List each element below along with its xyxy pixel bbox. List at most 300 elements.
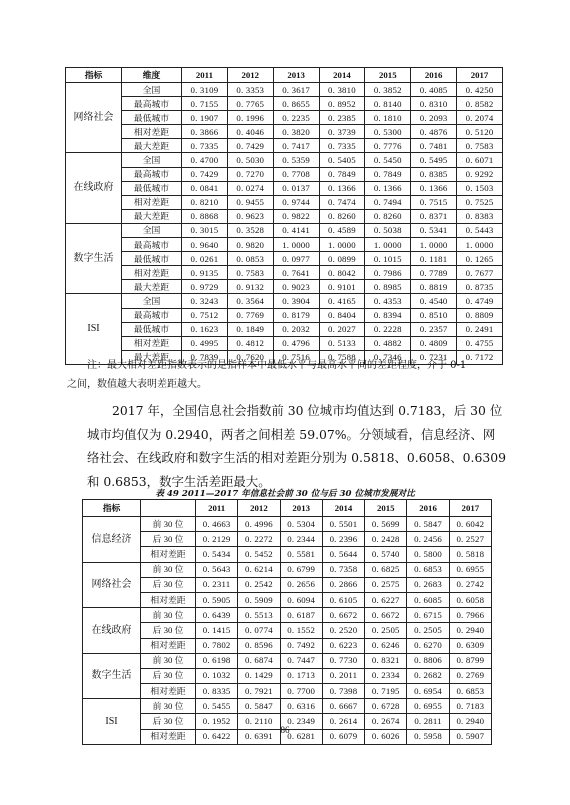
value-cell: 0. 8394	[365, 308, 411, 322]
header-year: 2014	[319, 68, 365, 83]
value-cell: 0. 4796	[273, 336, 319, 350]
dimension-cell: 前 30 位	[141, 699, 196, 714]
indicator-cell: 在线政府	[83, 608, 141, 654]
dimension-cell: 相对差距	[122, 266, 182, 280]
value-cell: 0. 8383	[457, 209, 503, 223]
value-cell: 0. 6853	[407, 562, 449, 577]
indicator-cell: 网络社会	[66, 83, 122, 153]
table-row	[83, 577, 492, 592]
value-cell: 0. 2682	[407, 668, 449, 683]
value-cell: 0. 5120	[457, 125, 503, 139]
value-cell: 0. 2272	[238, 532, 280, 547]
dimension-cell: 相对差距	[122, 195, 182, 209]
value-cell: 0. 6422	[196, 729, 238, 744]
value-cell: 0. 4589	[319, 223, 365, 237]
value-cell: 0. 7588	[319, 350, 365, 364]
table2-body	[83, 517, 492, 745]
table-row	[66, 209, 503, 223]
value-cell: 0. 6874	[238, 653, 280, 668]
table-row	[83, 547, 492, 562]
value-cell: 0. 6094	[280, 592, 322, 607]
value-cell: 1. 0000	[411, 238, 457, 252]
value-cell: 0. 9101	[319, 280, 365, 294]
header-year: 2013	[273, 68, 319, 83]
value-cell: 0. 6079	[322, 729, 364, 744]
value-cell: 0. 7583	[457, 139, 503, 153]
value-cell: 0. 6316	[280, 699, 322, 714]
dimension-cell: 相对差距	[122, 125, 182, 139]
dimension-cell: 最低城市	[122, 111, 182, 125]
value-cell: 0. 8385	[411, 167, 457, 181]
value-cell: 0. 5434	[196, 547, 238, 562]
value-cell: 0. 2505	[365, 623, 407, 638]
value-cell: 0. 4749	[457, 294, 503, 308]
value-cell: 0. 1429	[238, 668, 280, 683]
value-cell: 0. 2074	[457, 111, 503, 125]
value-cell: 0. 5304	[280, 517, 322, 532]
value-cell: 0. 1503	[457, 181, 503, 195]
header-year: 2011	[196, 500, 238, 517]
value-cell: 0. 1907	[182, 111, 228, 125]
value-cell: 0. 7700	[280, 684, 322, 699]
dimension-cell: 相对差距	[141, 638, 196, 653]
header-year: 2017	[449, 500, 491, 517]
value-cell: 0. 2742	[449, 577, 491, 592]
value-cell: 0. 1810	[365, 111, 411, 125]
header-dimension: 维度	[122, 68, 182, 83]
table-row	[83, 608, 492, 623]
table-row	[66, 125, 503, 139]
value-cell: 0. 7986	[365, 266, 411, 280]
value-cell: 0. 5495	[411, 153, 457, 167]
value-cell: 0. 2614	[322, 714, 364, 729]
value-cell: 0. 7195	[365, 684, 407, 699]
value-cell: 0. 6058	[449, 592, 491, 607]
table-row	[66, 83, 503, 97]
value-cell: 0. 7398	[322, 684, 364, 699]
dimension-cell: 后 30 位	[141, 714, 196, 729]
value-cell: 0. 6246	[365, 638, 407, 653]
value-cell: 0. 8952	[319, 97, 365, 111]
value-cell: 0. 6281	[280, 729, 322, 744]
value-cell: 0. 2032	[273, 322, 319, 336]
value-cell: 0. 7335	[319, 139, 365, 153]
dimension-cell: 最低城市	[122, 322, 182, 336]
value-cell: 0. 2527	[449, 532, 491, 547]
value-cell: 0. 7346	[365, 350, 411, 364]
value-cell: 0. 8868	[182, 209, 228, 223]
header-year: 2016	[407, 500, 449, 517]
value-cell: 0. 6223	[322, 638, 364, 653]
value-cell: 0. 5643	[196, 562, 238, 577]
header-year: 2016	[411, 68, 457, 83]
value-cell: 0. 5581	[280, 547, 322, 562]
value-cell: 0. 2311	[196, 577, 238, 592]
value-cell: 0. 2011	[322, 668, 364, 683]
table-row	[66, 195, 503, 209]
value-cell: 0. 7583	[227, 266, 273, 280]
value-cell: 0. 7155	[182, 97, 228, 111]
value-cell: 0. 3528	[227, 223, 273, 237]
table-row	[83, 532, 492, 547]
value-cell: 0. 4996	[238, 517, 280, 532]
value-cell: 0. 8140	[365, 97, 411, 111]
value-cell: 0. 4809	[411, 336, 457, 350]
table-row	[83, 623, 492, 638]
indicator-cell: 信息经济	[83, 517, 141, 563]
value-cell: 0. 3617	[273, 83, 319, 97]
value-cell: 0. 2093	[411, 111, 457, 125]
value-cell: 0. 7516	[273, 350, 319, 364]
value-cell: 0. 7802	[196, 638, 238, 653]
header-year: 2017	[457, 68, 503, 83]
value-cell: 0. 2683	[407, 577, 449, 592]
value-cell: 0. 5341	[411, 223, 457, 237]
value-cell: 0. 5800	[407, 547, 449, 562]
header-year: 2015	[365, 68, 411, 83]
header-year: 2011	[182, 68, 228, 83]
table-row	[66, 322, 503, 336]
value-cell: 0. 4755	[457, 336, 503, 350]
value-cell: 0. 6955	[449, 562, 491, 577]
table-row	[66, 223, 503, 237]
value-cell: 0. 2940	[449, 623, 491, 638]
dimension-cell: 全国	[122, 223, 182, 237]
table-row	[66, 280, 503, 294]
table-header-row	[83, 500, 492, 517]
dimension-cell: 最高城市	[122, 167, 182, 181]
value-cell: 0. 7525	[457, 195, 503, 209]
value-cell: 0. 3015	[182, 223, 228, 237]
value-cell: 0. 2334	[365, 668, 407, 683]
table-header-row	[66, 68, 503, 83]
dimension-cell: 后 30 位	[141, 577, 196, 592]
value-cell: 0. 8582	[457, 97, 503, 111]
value-cell: 0. 8260	[319, 209, 365, 223]
value-cell: 0. 2542	[238, 577, 280, 592]
value-cell: 0. 5909	[238, 592, 280, 607]
value-cell: 0. 6085	[407, 592, 449, 607]
value-cell: 0. 7730	[322, 653, 364, 668]
value-cell: 0. 6187	[280, 608, 322, 623]
table-row	[83, 653, 492, 668]
value-cell: 0. 1366	[365, 181, 411, 195]
value-cell: 0. 7429	[182, 167, 228, 181]
value-cell: 0. 3904	[273, 294, 319, 308]
value-cell: 0. 2357	[411, 322, 457, 336]
table-row	[66, 336, 503, 350]
value-cell: 0. 8321	[365, 653, 407, 668]
value-cell: 0. 0774	[238, 623, 280, 638]
dimension-cell: 后 30 位	[141, 532, 196, 547]
indicator-cell: ISI	[83, 699, 141, 745]
header-year: 2013	[280, 500, 322, 517]
table-row	[66, 252, 503, 266]
header-dimension	[141, 500, 196, 517]
value-cell: 0. 9023	[273, 280, 319, 294]
value-cell: 0. 3820	[273, 125, 319, 139]
value-cell: 0. 6026	[365, 729, 407, 744]
value-cell: 0. 6391	[238, 729, 280, 744]
value-cell: 0. 7849	[365, 167, 411, 181]
value-cell: 0. 7172	[457, 350, 503, 364]
value-cell: 0. 0853	[227, 252, 273, 266]
value-cell: 0. 7335	[182, 139, 228, 153]
value-cell: 0. 9292	[457, 167, 503, 181]
dimension-cell: 最高城市	[122, 238, 182, 252]
value-cell: 0. 5133	[319, 336, 365, 350]
value-cell: 0. 8335	[196, 684, 238, 699]
dimension-cell: 后 30 位	[141, 668, 196, 683]
dimension-cell: 最大差距	[122, 350, 182, 364]
value-cell: 0. 7769	[227, 308, 273, 322]
value-cell: 0. 1849	[227, 322, 273, 336]
table-row	[66, 238, 503, 252]
value-cell: 0. 9744	[273, 195, 319, 209]
value-cell: 0. 1181	[411, 252, 457, 266]
value-cell: 0. 2811	[407, 714, 449, 729]
value-cell: 0. 0137	[273, 181, 319, 195]
value-cell: 0. 4876	[411, 125, 457, 139]
table-row	[66, 111, 503, 125]
value-cell: 0. 2228	[365, 322, 411, 336]
table-row	[83, 638, 492, 653]
indicator-cell: 在线政府	[66, 153, 122, 223]
dimension-cell: 前 30 位	[141, 608, 196, 623]
table-row	[66, 153, 503, 167]
value-cell: 0. 2866	[322, 577, 364, 592]
value-cell: 0. 5443	[457, 223, 503, 237]
value-cell: 0. 1623	[182, 322, 228, 336]
value-cell: 0. 6715	[407, 608, 449, 623]
value-cell: 0. 0977	[273, 252, 319, 266]
value-cell: 0. 7966	[449, 608, 491, 623]
value-cell: 0. 7474	[319, 195, 365, 209]
value-cell: 0. 3564	[227, 294, 273, 308]
page-number: 86	[280, 725, 290, 735]
value-cell: 0. 5030	[227, 153, 273, 167]
value-cell: 0. 9132	[227, 280, 273, 294]
value-cell: 0. 6853	[449, 684, 491, 699]
value-cell: 0. 3866	[182, 125, 228, 139]
table-caption: 表 49 2011—2017 年信息社会前 30 位与后 30 位城市发展对比	[155, 489, 415, 499]
value-cell: 0. 8596	[238, 638, 280, 653]
table-top-vs-bottom-30	[82, 499, 492, 745]
value-cell: 0. 7231	[411, 350, 457, 364]
value-cell: 0. 1366	[411, 181, 457, 195]
table-row	[83, 517, 492, 532]
dimension-cell: 最高城市	[122, 97, 182, 111]
value-cell: 0. 6105	[322, 592, 364, 607]
table-row	[66, 294, 503, 308]
value-cell: 0. 7677	[457, 266, 503, 280]
value-cell: 1. 0000	[319, 238, 365, 252]
value-cell: 0. 2428	[365, 532, 407, 547]
value-cell: 0. 8404	[319, 308, 365, 322]
table-note	[67, 356, 505, 394]
value-cell: 0. 7183	[449, 699, 491, 714]
value-cell: 0. 4046	[227, 125, 273, 139]
value-cell: 0. 7417	[273, 139, 319, 153]
table-row	[66, 308, 503, 322]
header-year: 2014	[322, 500, 364, 517]
value-cell: 0. 8210	[182, 195, 228, 209]
value-cell: 0. 2344	[280, 532, 322, 547]
value-cell: 0. 5818	[449, 547, 491, 562]
value-cell: 0. 2396	[322, 532, 364, 547]
value-cell: 0. 8735	[457, 280, 503, 294]
value-cell: 0. 7641	[273, 266, 319, 280]
value-cell: 0. 2491	[457, 322, 503, 336]
value-cell: 0. 3353	[227, 83, 273, 97]
table-row	[66, 97, 503, 111]
table-row	[83, 668, 492, 683]
value-cell: 0. 1952	[196, 714, 238, 729]
value-cell: 0. 2349	[280, 714, 322, 729]
value-cell: 0. 8310	[411, 97, 457, 111]
dimension-cell: 相对差距	[141, 547, 196, 562]
value-cell: 0. 2940	[449, 714, 491, 729]
table-row	[83, 699, 492, 714]
value-cell: 0. 7429	[227, 139, 273, 153]
dimension-cell: 后 30 位	[141, 623, 196, 638]
value-cell: 1. 0000	[457, 238, 503, 252]
dimension-cell: 最高城市	[122, 308, 182, 322]
value-cell: 0. 8179	[273, 308, 319, 322]
dimension-cell: 相对差距	[141, 729, 196, 744]
value-cell: 0. 8799	[449, 653, 491, 668]
value-cell: 0. 0841	[182, 181, 228, 195]
value-cell: 0. 6198	[196, 653, 238, 668]
indicator-cell: 数字生活	[83, 653, 141, 699]
value-cell: 0. 1552	[280, 623, 322, 638]
header-indicator: 指标	[83, 500, 141, 517]
value-cell: 0. 2456	[407, 532, 449, 547]
value-cell: 0. 2027	[319, 322, 365, 336]
value-cell: 0. 6042	[449, 517, 491, 532]
table-row	[66, 181, 503, 195]
value-cell: 0. 3739	[319, 125, 365, 139]
header-indicator: 指标	[66, 68, 122, 83]
dimension-cell: 最大差距	[122, 280, 182, 294]
indicator-cell: 网络社会	[83, 562, 141, 608]
value-cell: 0. 9729	[182, 280, 228, 294]
value-cell: 0. 5699	[365, 517, 407, 532]
dimension-cell: 相对差距	[141, 592, 196, 607]
value-cell: 1. 0000	[273, 238, 319, 252]
value-cell: 0. 4812	[227, 336, 273, 350]
value-cell: 0. 5359	[273, 153, 319, 167]
value-cell: 0. 4250	[457, 83, 503, 97]
note-line-2: 之间，数值越大表明差距越大。	[67, 379, 207, 390]
value-cell: 0. 3243	[182, 294, 228, 308]
value-cell: 0. 8371	[411, 209, 457, 223]
value-cell: 0. 5300	[365, 125, 411, 139]
value-cell: 0. 6825	[365, 562, 407, 577]
table-city-gap-by-dimension	[65, 67, 503, 365]
value-cell: 0. 7515	[411, 195, 457, 209]
value-cell: 0. 5455	[196, 699, 238, 714]
value-cell: 0. 7765	[227, 97, 273, 111]
indicator-cell: ISI	[66, 294, 122, 364]
value-cell: 0. 4663	[196, 517, 238, 532]
table-row	[66, 266, 503, 280]
dimension-cell: 前 30 位	[141, 517, 196, 532]
value-cell: 0. 7921	[238, 684, 280, 699]
value-cell: 0. 5907	[449, 729, 491, 744]
dimension-cell: 前 30 位	[141, 562, 196, 577]
value-cell: 0. 2769	[449, 668, 491, 683]
value-cell: 0. 5740	[365, 547, 407, 562]
value-cell: 0. 0261	[182, 252, 228, 266]
table-row	[83, 592, 492, 607]
value-cell: 1. 0000	[365, 238, 411, 252]
value-cell: 0. 9822	[273, 209, 319, 223]
value-cell: 0. 3109	[182, 83, 228, 97]
value-cell: 0. 5644	[322, 547, 364, 562]
value-cell: 0. 6227	[365, 592, 407, 607]
value-cell: 0. 6439	[196, 608, 238, 623]
value-cell: 0. 7512	[182, 308, 228, 322]
table-row	[66, 167, 503, 181]
value-cell: 0. 7270	[227, 167, 273, 181]
value-cell: 0. 3810	[319, 83, 365, 97]
value-cell: 0. 9455	[227, 195, 273, 209]
dimension-cell: 相对差距	[122, 336, 182, 350]
value-cell: 0. 6672	[365, 608, 407, 623]
value-cell: 0. 2385	[319, 111, 365, 125]
value-cell: 0. 5038	[365, 223, 411, 237]
value-cell: 0. 2674	[365, 714, 407, 729]
note-line-1: 注：最大相对差距指数表示的是指样本中最低水平与最高水平间的差距程度，介于 0-1	[87, 360, 467, 371]
value-cell: 0. 7494	[365, 195, 411, 209]
value-cell: 0. 4085	[411, 83, 457, 97]
value-cell: 0. 4882	[365, 336, 411, 350]
value-cell: 0. 8985	[365, 280, 411, 294]
value-cell: 0. 7839	[182, 350, 228, 364]
value-cell: 0. 6728	[365, 699, 407, 714]
dimension-cell: 全国	[122, 153, 182, 167]
value-cell: 0. 4353	[365, 294, 411, 308]
value-cell: 0. 6214	[238, 562, 280, 577]
table-row	[83, 684, 492, 699]
value-cell: 0. 5958	[407, 729, 449, 744]
value-cell: 0. 8806	[407, 653, 449, 668]
dimension-cell: 相对差距	[141, 684, 196, 699]
value-cell: 0. 1265	[457, 252, 503, 266]
value-cell: 0. 7776	[365, 139, 411, 153]
value-cell: 0. 7620	[227, 350, 273, 364]
value-cell: 0. 8809	[457, 308, 503, 322]
value-cell: 0. 7481	[411, 139, 457, 153]
value-cell: 0. 5405	[319, 153, 365, 167]
value-cell: 0. 7492	[280, 638, 322, 653]
value-cell: 0. 6071	[457, 153, 503, 167]
value-cell: 0. 5905	[196, 592, 238, 607]
value-cell: 0. 9640	[182, 238, 228, 252]
dimension-cell: 全国	[122, 83, 182, 97]
value-cell: 0. 0274	[227, 181, 273, 195]
value-cell: 0. 5501	[322, 517, 364, 532]
value-cell: 0. 1032	[196, 668, 238, 683]
value-cell: 0. 2575	[365, 577, 407, 592]
value-cell: 0. 7708	[273, 167, 319, 181]
value-cell: 0. 2505	[407, 623, 449, 638]
indicator-cell: 数字生活	[66, 223, 122, 293]
value-cell: 0. 9623	[227, 209, 273, 223]
value-cell: 0. 7849	[319, 167, 365, 181]
table1-body	[66, 83, 503, 365]
